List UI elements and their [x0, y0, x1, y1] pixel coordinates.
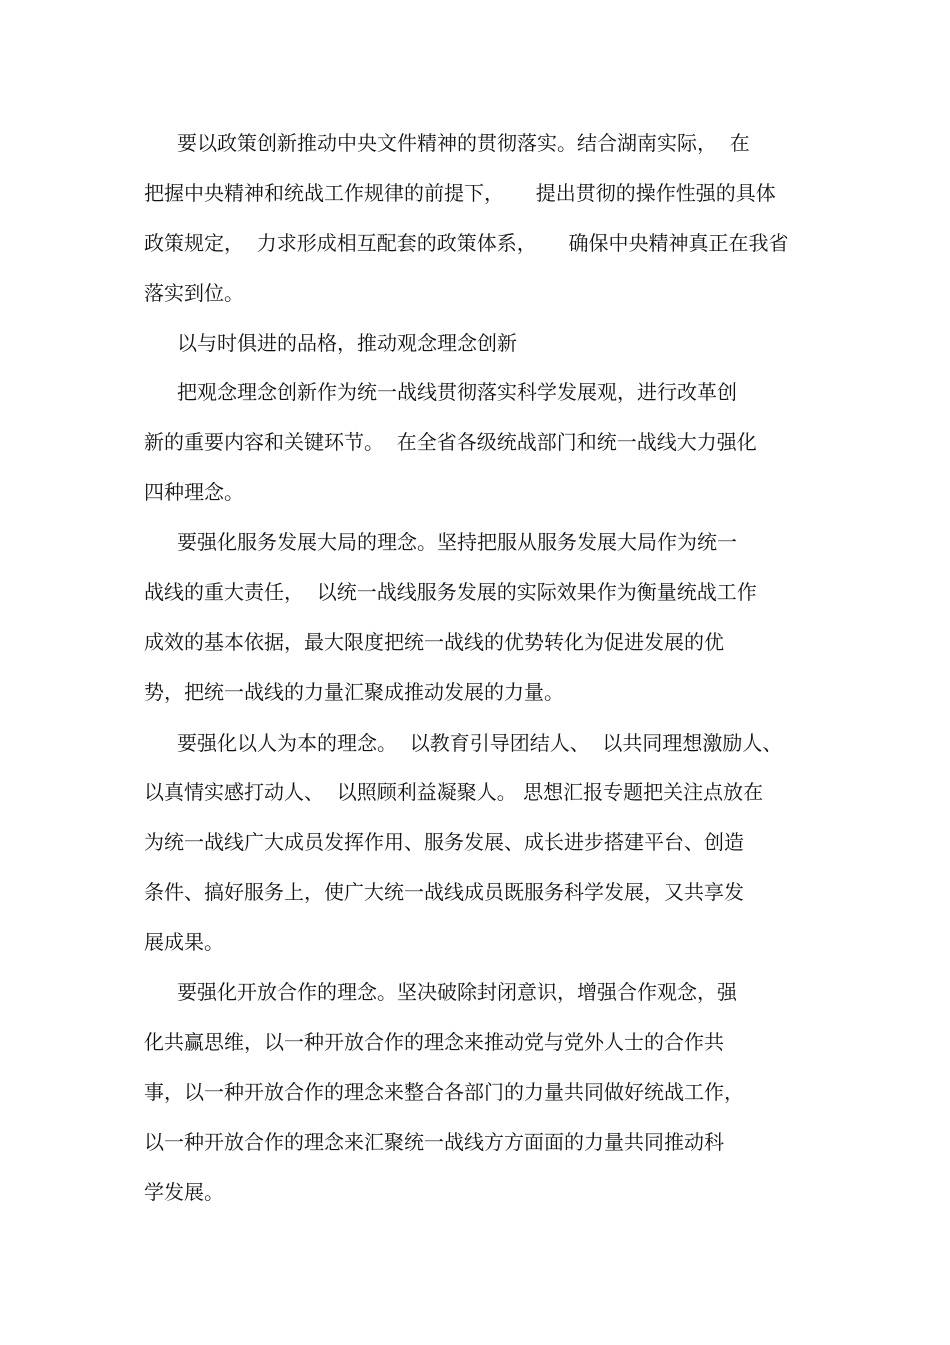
- text-line: 落实到位。: [144, 281, 244, 305]
- text-line: 以真情实感打动人、 以照顾利益凝聚人。 思想汇报专题把关注点放在: [144, 780, 764, 804]
- text-line: 把观念理念创新作为统一战线贯彻落实科学发展观，进行改革创: [177, 380, 737, 404]
- text-line: 学发展。: [144, 1180, 224, 1204]
- text-line: 要强化以人为本的理念。 以教育引导团结人、 以共同理想激励人、: [177, 731, 783, 755]
- text-line: 展成果。: [144, 930, 224, 954]
- text-line: 要强化服务发展大局的理念。坚持把服从服务发展大局作为统一: [177, 530, 737, 554]
- text-line: 化共赢思维，以一种开放合作的理念来推动党与党外人士的合作共: [144, 1030, 724, 1054]
- text-line: 把握中央精神和统战工作规律的前提下， 提出贯彻的操作性强的具体: [144, 181, 776, 205]
- text-line: 要以政策创新推动中央文件精神的贯彻落实。结合湖南实际， 在: [177, 131, 750, 155]
- text-line: 四种理念。: [144, 480, 244, 504]
- text-line: 条件、搞好服务上，使广大统一战线成员既服务科学发展，又共享发: [144, 880, 744, 904]
- text-line: 战线的重大责任， 以统一战线服务发展的实际效果作为衡量统战工作: [144, 580, 757, 604]
- text-line: 要强化开放合作的理念。坚决破除封闭意识，增强合作观念，强: [177, 980, 737, 1004]
- text-line: 为统一战线广大成员发挥作用、服务发展、成长进步搭建平台、创造: [144, 830, 744, 854]
- section-heading: 以与时俱进的品格，推动观念理念创新: [177, 331, 517, 355]
- text-line: 成效的基本依据，最大限度把统一战线的优势转化为促进发展的优: [144, 630, 724, 654]
- text-line: 势，把统一战线的力量汇聚成推动发展的力量。: [144, 680, 564, 704]
- text-line: 事，以一种开放合作的理念来整合各部门的力量共同做好统战工作，: [144, 1080, 744, 1104]
- text-line: 以一种开放合作的理念来汇聚统一战线方方面面的力量共同推动科: [144, 1130, 724, 1154]
- text-line: 政策规定， 力求形成相互配套的政策体系， 确保中央精神真正在我省: [144, 231, 789, 255]
- text-line: 新的重要内容和关键环节。 在全省各级统战部门和统一战线大力强化: [144, 430, 757, 454]
